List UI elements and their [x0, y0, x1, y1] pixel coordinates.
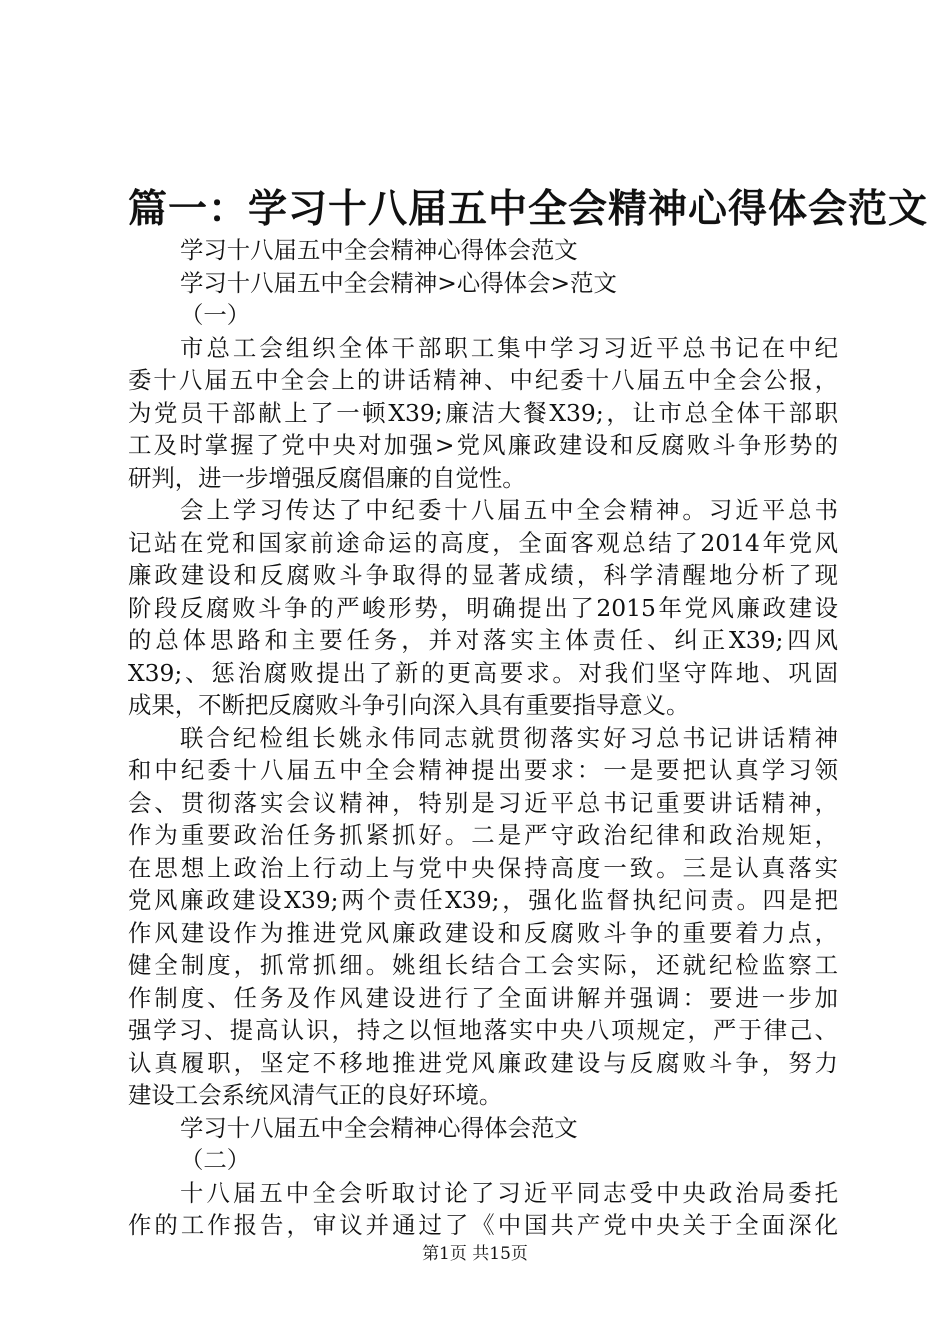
text-line: 在思想上政治上行动上与党中央保持高度一致。三是认真落实 — [128, 853, 838, 882]
text-line: 为党员干部献上了一顿X39;廉洁大餐X39;，让市总全体干部职 — [128, 398, 838, 427]
text-line: 委十八届五中全会上的讲话精神、中纪委十八届五中全会公报， — [128, 366, 838, 394]
document-title: 篇一：学习十八届五中全会精神心得体会范文 — [128, 186, 929, 232]
text-line: 认真履职，坚定不移地推进党风廉政建设与反腐败斗争，努力 — [128, 1048, 838, 1077]
text-line: 联合纪检组长姚永伟同志就贯彻落实好习总书记讲话精神 — [180, 723, 838, 752]
text-line: 廉政建设和反腐败斗争取得的显著成绩，科学清醒地分析了现 — [128, 561, 838, 589]
text-line: 研判，进一步增强反腐倡廉的自觉性。 — [128, 463, 526, 492]
text-line: 强学习、提高认识，持之以恒地落实中央八项规定，严于律己、 — [128, 1016, 838, 1044]
text-line: （一） — [180, 301, 251, 329]
text-line: 会、贯彻落实会议精神，特别是习近平总书记重要讲话精神， — [128, 788, 838, 817]
text-line: 市总工会组织全体干部职工集中学习习近平总书记在中纪 — [180, 333, 838, 362]
text-line: 作制度、任务及作风建设进行了全面讲解并强调：要进一步加 — [128, 983, 838, 1012]
text-line: 学习十八届五中全会精神心得体会范文 — [180, 236, 578, 264]
text-line: 健全制度，抓常抓细。姚组长结合工会实际，还就纪检监察工 — [128, 951, 838, 979]
text-line: （二） — [180, 1146, 251, 1174]
text-line: 的总体思路和主要任务，并对落实主体责任、纠正X39;四风 — [128, 626, 838, 654]
text-line: 建设工会系统风清气正的良好环境。 — [128, 1081, 503, 1109]
text-line: 党风廉政建设X39;两个责任X39;，强化监督执纪问责。四是把 — [128, 886, 838, 914]
text-line: 十八届五中全会听取讨论了习近平同志受中央政治局委托 — [180, 1178, 838, 1207]
text-line: 和中纪委十八届五中全会精神提出要求：一是要把认真学习领 — [128, 756, 838, 784]
text-line: 作为重要政治任务抓紧抓好。二是严守政治纪律和政治规矩， — [128, 821, 838, 849]
document-body — [128, 234, 838, 1242]
text-line: 作的工作报告，审议并通过了《中国共产党中央关于全面深化 — [128, 1211, 838, 1239]
text-line: 作风建设作为推进党风廉政建设和反腐败斗争的重要着力点， — [128, 918, 838, 947]
text-line: 学习十八届五中全会精神心得体会范文 — [180, 1113, 578, 1142]
text-line: 阶段反腐败斗争的严峻形势，明确提出了2015年党风廉政建设 — [128, 593, 838, 622]
text-line: 记站在党和国家前途命运的高度，全面客观总结了2014年党风 — [128, 528, 838, 557]
text-line: 成果，不断把反腐败斗争引向深入具有重要指导意义。 — [128, 691, 690, 719]
text-line: X39;、惩治腐败提出了新的更高要求。对我们坚守阵地、巩固 — [128, 658, 838, 687]
page-number: 第1页 共15页 — [422, 1244, 528, 1264]
text-line: 会上学习传达了中纪委十八届五中全会精神。习近平总书 — [180, 496, 838, 524]
text-line: 工及时掌握了党中央对加强>党风廉政建设和反腐败斗争形势的 — [128, 431, 838, 459]
text-line: 学习十八届五中全会精神>心得体会>范文 — [180, 268, 617, 297]
